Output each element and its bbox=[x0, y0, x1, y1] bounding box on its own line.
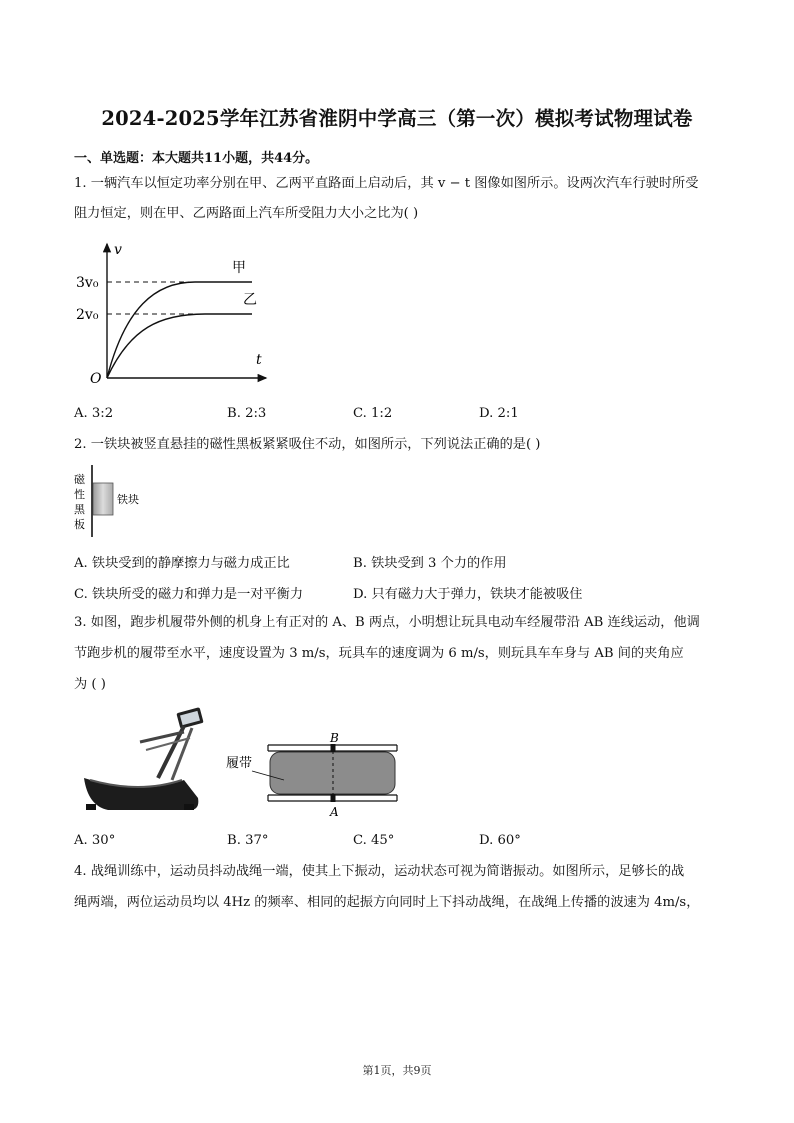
block-label: 铁块 bbox=[117, 493, 139, 506]
q3-option-d: D. 60° bbox=[479, 833, 521, 848]
q3-option-c: C. 45° bbox=[353, 833, 395, 848]
q3-stem-line2: 节跑步机的履带至水平，速度设置为 3 m/s，玩具车的速度调为 6 m/s，则玩具车车身与 AB 间的夹角应 bbox=[74, 646, 684, 661]
q1-option-a: A. 3:2 bbox=[74, 406, 114, 421]
q2-option-d: D. 只有磁力大于弹力，铁块才能被吸住 bbox=[353, 587, 583, 602]
q1-stem-line1: 1. 一辆汽车以恒定功率分别在甲、乙两平直路面上启动后，其 v − t 图像如图所示。设两次汽车行驶时所受 bbox=[74, 176, 699, 191]
q3-stem-line1: 3. 如图，跑步机履带外侧的机身上有正对的 A、B 两点，小明想让玩具电动车经履带沿 AB 连线运动，他调 bbox=[74, 615, 700, 630]
t-label: t bbox=[256, 352, 262, 368]
board-char-1: 磁 bbox=[74, 473, 85, 486]
iron-block bbox=[93, 483, 113, 515]
point-a-label: A bbox=[330, 805, 339, 819]
q3-option-a: A. 30° bbox=[74, 833, 116, 848]
point-a-marker bbox=[331, 794, 336, 802]
q3-stem-line3: 为 ( ) bbox=[74, 677, 106, 692]
board-char-4: 板 bbox=[74, 518, 85, 531]
q4-stem-line1: 4. 战绳训练中，运动员抖动战绳一端，使其上下振动，运动状态可视为简谐振动。如图所示，足够长的战 bbox=[74, 864, 685, 879]
v-label: v bbox=[114, 242, 122, 258]
q3-option-b: B. 37° bbox=[227, 833, 269, 848]
label-jia: 甲 bbox=[232, 260, 246, 276]
page-title: 2024-2025学年江苏省淮阴中学高三（第一次）模拟考试物理试卷 bbox=[101, 107, 693, 130]
q4-stem-line2: 绳两端，两位运动员均以 4Hz 的频率、相同的起振方向同时上下抖动战绳，在战绳上传播的波速为 4m/s， bbox=[74, 895, 700, 910]
q1-option-b: B. 2:3 bbox=[227, 406, 267, 421]
belt-diagram bbox=[222, 728, 412, 820]
q2-option-b: B. 铁块受到 3 个力的作用 bbox=[353, 556, 507, 571]
q1-option-c: C. 1:2 bbox=[353, 406, 393, 421]
belt-label: 履带 bbox=[226, 756, 253, 771]
q1-vt-graph bbox=[70, 238, 270, 388]
label-2v0: 2v₀ bbox=[76, 307, 99, 323]
point-b-label: B bbox=[330, 731, 339, 745]
q2-stem-line1: 2. 一铁块被竖直悬挂的磁性黑板紧紧吸住不动，如图所示，下列说法正确的是( ) bbox=[74, 437, 541, 452]
q2-figure bbox=[70, 463, 160, 539]
label-yi: 乙 bbox=[243, 292, 257, 308]
section-heading: 一、单选题：本大题共11小题，共44分。 bbox=[74, 151, 319, 166]
q2-option-a: A. 铁块受到的静摩擦力与磁力成正比 bbox=[74, 556, 290, 571]
label-3v0: 3v₀ bbox=[76, 275, 99, 291]
origin-label: O bbox=[90, 371, 102, 387]
q2-option-c: C. 铁块所受的磁力和弹力是一对平衡力 bbox=[74, 587, 304, 602]
board-char-2: 性 bbox=[74, 488, 85, 501]
page-footer: 第1页，共9页 bbox=[362, 1064, 432, 1077]
point-b-marker bbox=[331, 744, 336, 752]
q1-stem-line2: 阻力恒定，则在甲、乙两路面上汽车所受阻力大小之比为( ) bbox=[74, 206, 419, 221]
treadmill-image bbox=[80, 706, 210, 818]
board-char-3: 黑 bbox=[74, 503, 85, 516]
q1-option-d: D. 2:1 bbox=[479, 406, 519, 421]
curve-jia bbox=[107, 282, 252, 378]
